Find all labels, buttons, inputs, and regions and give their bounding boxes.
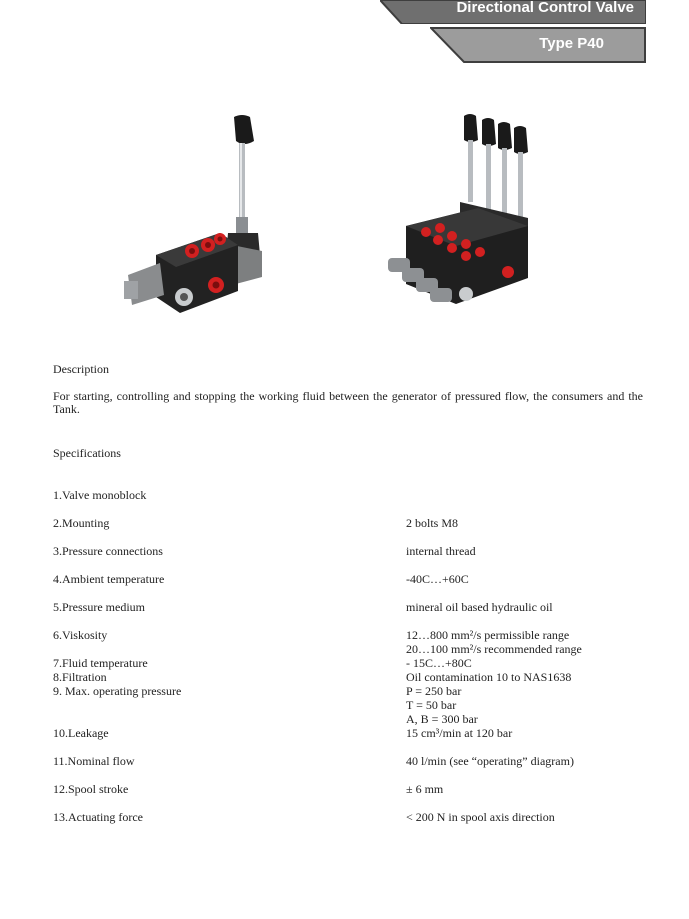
spec-value-pressure-ab: A, B = 300 bar <box>406 712 478 726</box>
spec-value-pressure-t: T = 50 bar <box>406 698 457 712</box>
spec-label-pressure-medium: 5.Pressure medium <box>53 600 145 614</box>
spec-label-filtration: 8.Filtration <box>53 670 107 684</box>
spec-label-max-operating-pressure: 9. Max. operating pressure <box>53 684 182 698</box>
spec-value-mounting: 2 bolts M8 <box>406 516 459 530</box>
spec-value-actuating-force: < 200 N in spool axis direction <box>406 810 555 824</box>
spec-value-leakage: 15 cm³/min at 120 bar <box>406 726 513 740</box>
spec-label-pressure-connections: 3.Pressure connections <box>53 544 163 558</box>
spec-value-fluid-temperature: - 15C…+80C <box>406 656 472 670</box>
four-spool-valve-photo <box>382 108 532 318</box>
page-subtitle: Type P40 <box>539 35 604 52</box>
single-spool-valve-photo <box>120 105 270 320</box>
page-title: Directional Control Valve <box>456 0 634 16</box>
description-text: For starting, controlling and stopping the working fluid between the generator of pressured flow, the consumers and the Tank. <box>53 389 643 416</box>
spec-label-nominal-flow: 11.Nominal flow <box>53 754 135 768</box>
specifications-heading: Specifications <box>53 446 121 460</box>
spec-label-leakage: 10.Leakage <box>53 726 109 740</box>
spec-label-viskosity: 6.Viskosity <box>53 628 108 642</box>
spec-label-ambient-temperature: 4.Ambient temperature <box>53 572 165 586</box>
spec-value-pressure-medium: mineral oil based hydraulic oil <box>406 600 553 614</box>
title-banner <box>380 0 646 24</box>
spec-value-pressure-connections: internal thread <box>406 544 476 558</box>
subtitle-banner <box>430 27 646 63</box>
spec-label-valve-monoblock: 1.Valve monoblock <box>53 488 147 502</box>
spec-value-pressure-p: P = 250 bar <box>406 684 462 698</box>
spec-label-fluid-temperature: 7.Fluid temperature <box>53 656 148 670</box>
spec-label-actuating-force: 13.Actuating force <box>53 810 143 824</box>
spec-value-ambient-temperature: -40C…+60C <box>406 572 469 586</box>
spec-value-nominal-flow: 40 l/min (see “operating” diagram) <box>406 754 574 768</box>
spec-label-mounting: 2.Mounting <box>53 516 110 530</box>
spec-value-viskosity-recommended: 20…100 mm²/s recommended range <box>406 642 582 656</box>
spec-value-filtration: Oil contamination 10 to NAS1638 <box>406 670 572 684</box>
spec-value-spool-stroke: ± 6 mm <box>406 782 444 796</box>
spec-label-spool-stroke: 12.Spool stroke <box>53 782 129 796</box>
description-heading: Description <box>53 362 109 376</box>
spec-value-viskosity-permissible: 12…800 mm²/s permissible range <box>406 628 570 642</box>
